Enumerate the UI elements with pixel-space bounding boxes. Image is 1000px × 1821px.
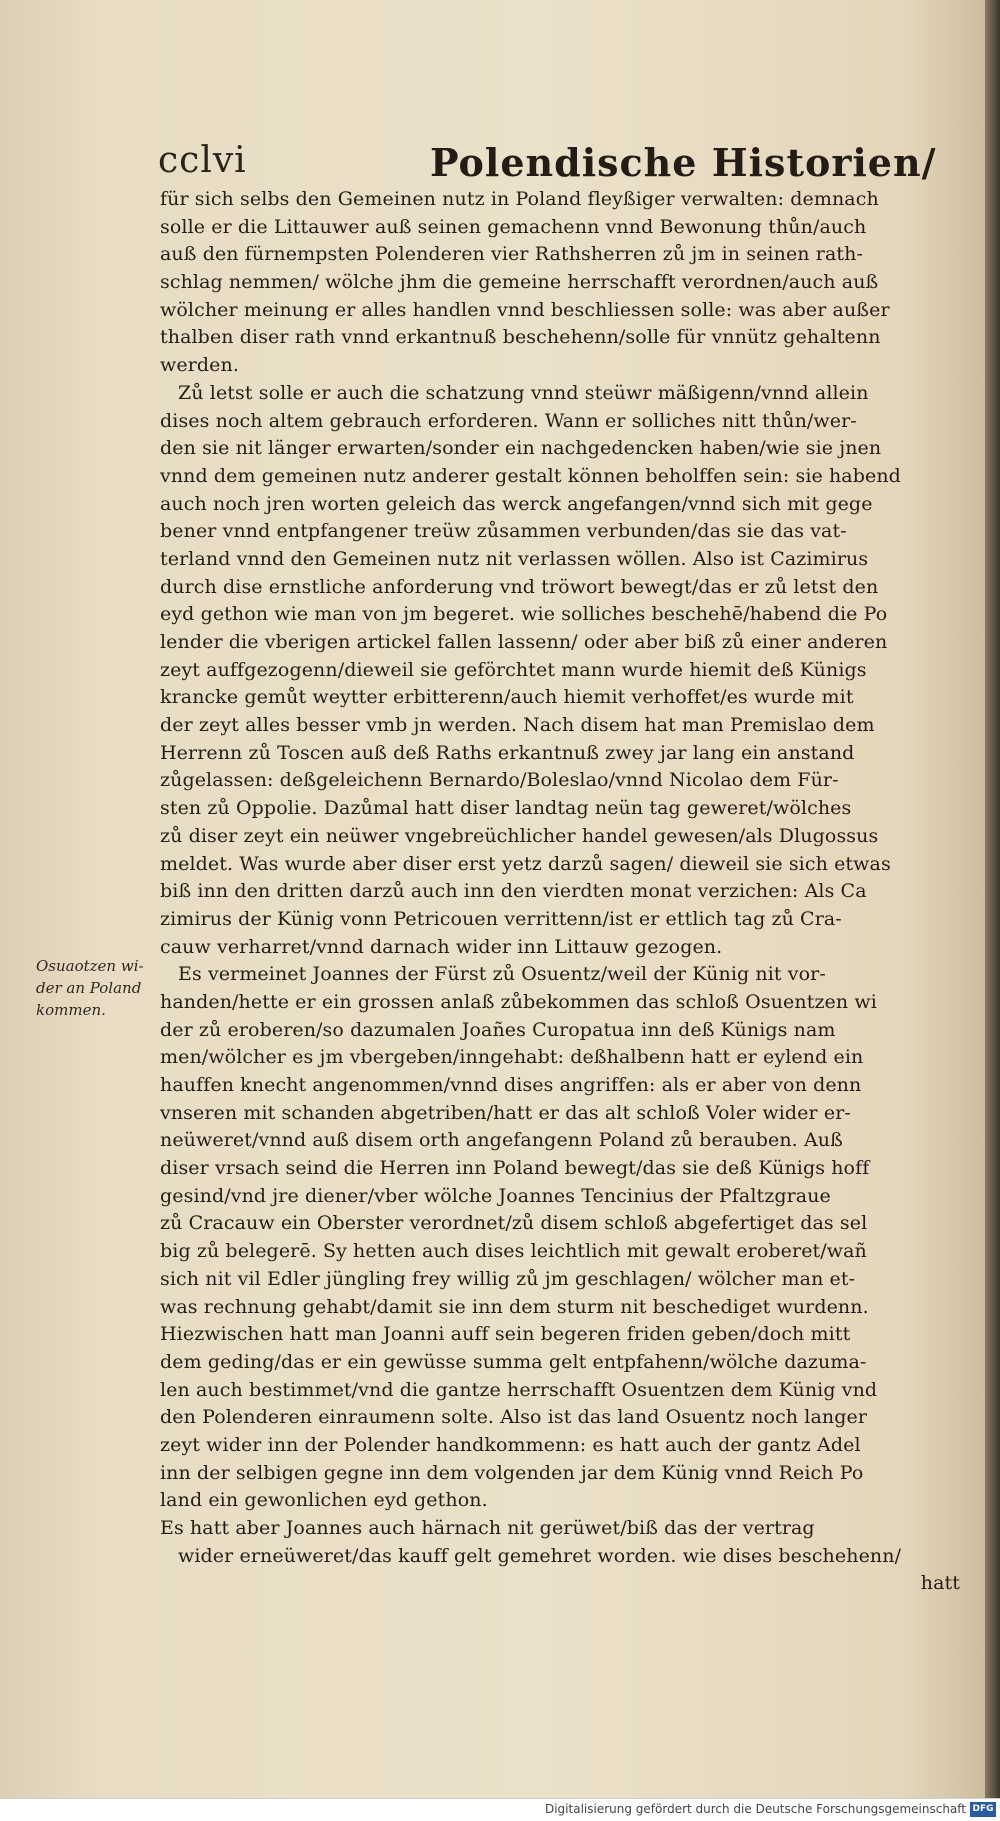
text-line: durch dise ernstliche anforderung vnd tröwort bewegt/das er zů letst den [160, 575, 879, 598]
text-line: big zů belegerē. Sy hetten auch dises leichtlich mit gewalt eroberet/wañ [160, 1240, 867, 1263]
text-line: thalben diser rath vnnd erkantnuß beschehenn/solle für vnnütz gehaltenn [160, 326, 881, 349]
text-line: hatt [920, 1572, 960, 1595]
text-line: werden. [160, 354, 239, 377]
text-line: wölcher meinung er alles handlen vnnd beschliessen solle: was aber außer [160, 298, 890, 321]
text-line: Zů letst solle er auch die schatzung vnnd steüwr mäßigenn/vnnd allein [178, 381, 869, 404]
text-line: zimirus der Künig vonn Petricouen verrittenn/ist er ettlich tag zů Cra- [160, 907, 842, 930]
text-line: solle er die Littauwer auß seinen gemachenn vnnd Bewonung thůn/auch [160, 215, 867, 238]
text-line: meldet. Was wurde aber diser erst yetz darzů sagen/ dieweil sie sich etwas [160, 852, 891, 875]
text-line: krancke gemůt weytter erbitterenn/auch hiemit verhoffet/es wurde mit [160, 686, 854, 709]
text-line: Herrenn zů Toscen auß deß Raths erkantnuß zwey jar lang ein anstand [160, 741, 855, 764]
margin-note [36, 955, 156, 1021]
text-line: für sich selbs den Gemeinen nutz in Poland fleyßiger verwalten: demnach [160, 188, 879, 210]
text-line: land ein gewonlichen eyd gethon. [160, 1489, 488, 1512]
text-line: Hiezwischen hatt man Joanni auff sein begeren friden geben/doch mitt [160, 1323, 851, 1346]
text-line: zeyt auffgezogenn/dieweil sie geförchtet mann wurde hiemit deß Künigs [160, 658, 867, 681]
text-line: terland vnnd den Gemeinen nutz nit verlassen wöllen. Also ist Cazimirus [160, 547, 869, 570]
text-line: dises noch altem gebrauch erforderen. Wann er solliches nitt thůn/wer- [160, 409, 857, 432]
text-line: zů Cracauw ein Oberster verordnet/zů disem schloß abgefertiget das sel [160, 1212, 868, 1235]
page-edge [985, 0, 1000, 1798]
text-line: vnseren mit schanden abgetriben/hatt er das alt schloß Voler wider er- [160, 1101, 851, 1124]
folio-number: cclvi [158, 140, 247, 181]
body-text [160, 186, 960, 1598]
margin-note-line: kommen. [36, 1001, 106, 1019]
text-line: lender die vberigen artickel fallen lassenn/ oder aber biß zů einer anderen [160, 631, 888, 653]
text-line: zůgelassen: deßgeleichenn Bernardo/Boleslao/vnnd Nicolao dem Für- [160, 769, 839, 792]
text-line: was rechnung gehabt/damit sie inn dem sturm nit beschediget wurdenn. [160, 1295, 869, 1318]
text-line: vnnd dem gemeinen nutz anderer gestalt können beholffen sein: sie habend [160, 464, 901, 487]
text-line: der zů eroberen/so dazumalen Joañes Curopatua inn deß Künigs nam [160, 1018, 836, 1041]
dfg-logo: DFG [970, 1802, 996, 1817]
text-line: inn der selbigen gegne inn dem volgenden jar dem Künig vnnd Reich Po [160, 1461, 864, 1484]
margin-note-line: der an Poland [36, 979, 142, 997]
text-line: den Polenderen einraumenn solte. Also ist das land Osuentz noch langer [160, 1406, 868, 1429]
text-line: men/wölcher es jm vbergeben/inngehabt: deßhalbenn hatt er eylend ein [160, 1046, 864, 1069]
text-line: len auch bestimmet/vnd die gantze herrschafft Osuentzen dem Künig vnd [160, 1378, 878, 1401]
text-line: gesind/vnd jre diener/vber wölche Joannes Tencinius der Pfaltzgraue [160, 1184, 831, 1207]
text-line: der zeyt alles besser vmb jn werden. Nach disem hat man Premislao dem [160, 714, 875, 737]
text-line: bener vnnd entpfangener treüw zůsammen verbunden/das sie das vat- [160, 520, 847, 543]
text-line: diser vrsach seind die Herren inn Poland bewegt/das sie deß Künigs hoff [160, 1157, 870, 1180]
text-line: handen/hette er ein grossen anlaß zůbekommen das schloß Osuentzen wi [160, 990, 877, 1013]
text-line: Es hatt aber Joannes auch härnach nit gerüwet/biß das der vertrag [160, 1517, 815, 1539]
text-line: sich nit vil Edler jüngling frey willig zů jm geschlagen/ wölcher man et- [160, 1267, 856, 1290]
margin-note-line: Osuaotzen wi- [36, 957, 144, 975]
text-line: hauffen knecht angenommen/vnnd dises angriffen: als er aber von denn [160, 1074, 862, 1096]
text-line: auch noch jren worten geleich das werck angefangen/vnnd sich mit gege [160, 492, 873, 515]
text-line: Es vermeinet Joannes der Fürst zů Osuentz/weil der Künig nit vor- [178, 963, 826, 986]
text-line: den sie nit länger erwarten/sonder ein nachgedencken haben/wie sie jnen [160, 437, 882, 460]
text-line: auß den fürnempsten Polenderen vier Rathsherren zů jm in seinen rath- [160, 243, 863, 266]
text-line: zeyt wider inn der Polender handkommenn: es hatt auch der gantz Adel [160, 1433, 861, 1456]
text-line: cauw verharret/vnnd darnach wider inn Littauw gezogen. [160, 935, 723, 958]
text-line: schlag nemmen/ wölche jhm die gemeine herrschafft verordnen/auch auß [160, 271, 879, 294]
text-line: zů diser zeyt ein neüwer vngebreüchlicher handel gewesen/als Dlugossus [160, 824, 879, 847]
text-line: eyd gethon wie man von jm begeret. wie solliches beschehē/habend die Po [160, 603, 888, 626]
text-line: wider erneüweret/das kauff gelt gemehret worden. wie dises beschehenn/ [178, 1544, 902, 1567]
footer-bar [0, 1798, 1000, 1821]
text-line: dem geding/das er ein gewüsse summa gelt entpfahenn/wölche dazuma- [160, 1350, 867, 1373]
page-header [158, 140, 968, 190]
running-title: Polendische Historien/ [430, 140, 937, 185]
text-line: neüweret/vnnd auß disem orth angefangenn Poland zů berauben. Auß [160, 1129, 843, 1152]
text-line: biß inn den dritten darzů auch inn den vierdten monat verzichen: Als Ca [160, 880, 867, 903]
text-line: sten zů Oppolie. Dazůmal hatt diser landtag neün tag geweret/wölches [160, 797, 852, 820]
footer-credit: Digitalisierung gefördert durch die Deutsche Forschungsgemeinschaft [544, 1802, 966, 1816]
